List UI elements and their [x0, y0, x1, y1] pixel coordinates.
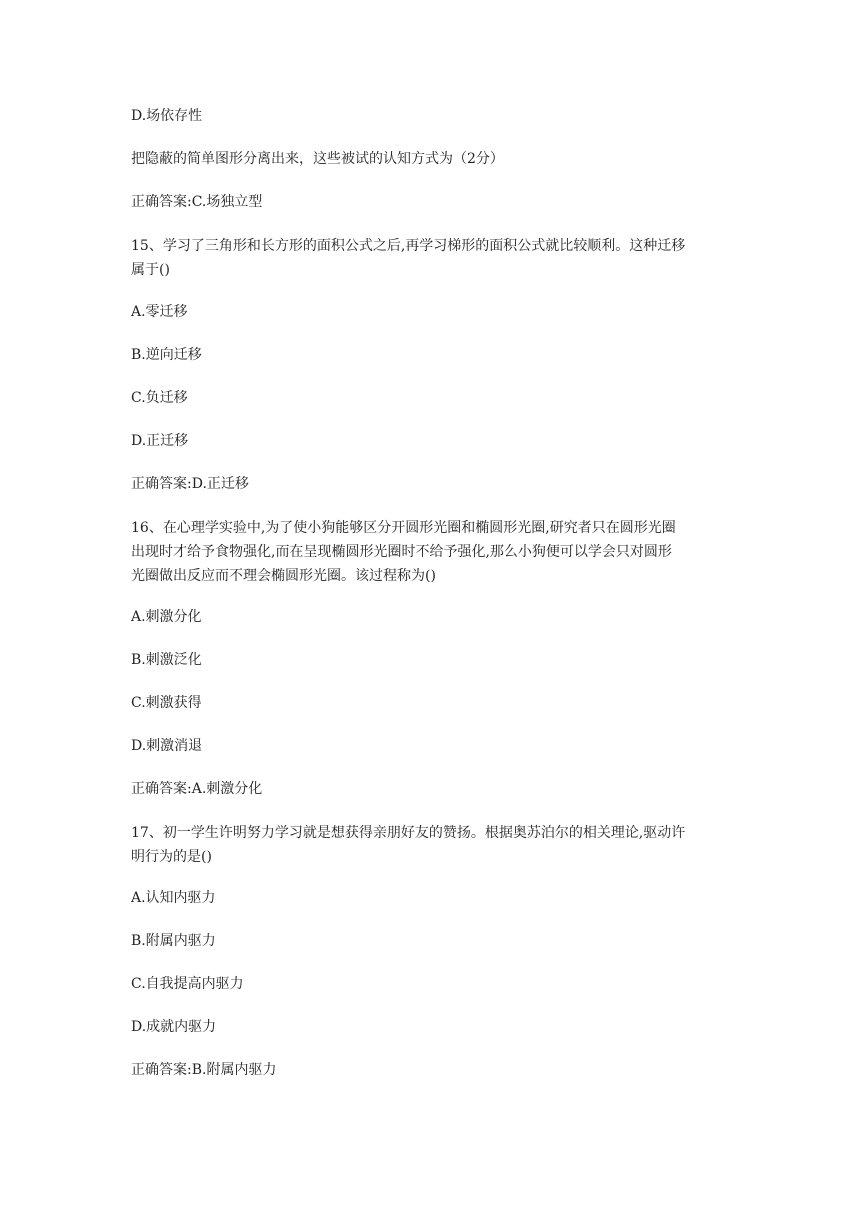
- option-c: C.自我提高内驱力: [131, 976, 244, 992]
- prev-note: 把隐蔽的简单图形分离出来，这些被试的认知方式为（2分）: [131, 151, 504, 167]
- option-d: D.刺激消退: [131, 738, 203, 754]
- correct-answer: 正确答案:B.附属内驱力: [131, 1062, 277, 1078]
- question-stem: 出现时才给予食物强化,而在呈现椭圆形光圈时不给予强化,那么小狗便可以学会只对圆形: [131, 544, 672, 560]
- question-stem: 明行为的是(): [131, 849, 212, 865]
- prev-answer: 正确答案:C.场独立型: [131, 194, 263, 210]
- option-c: C.刺激获得: [131, 695, 202, 711]
- option-a: A.认知内驱力: [131, 890, 216, 906]
- correct-answer: 正确答案:A.刺激分化: [131, 781, 263, 797]
- option-b: B.附属内驱力: [131, 933, 216, 949]
- question-stem: 17、初一学生许明努力学习就是想获得亲朋好友的赞扬。根据奥苏泊尔的相关理论,驱动许: [131, 825, 686, 841]
- option-d: D.正迁移: [131, 433, 189, 449]
- option-b: B.刺激泛化: [131, 652, 202, 668]
- prev-option-d: D.场依存性: [131, 108, 203, 124]
- option-c: C.负迁移: [131, 390, 188, 406]
- option-b: B.逆向迁移: [131, 347, 202, 363]
- question-stem: 光圈做出反应而不理会椭圆形光圈。该过程称为(): [131, 568, 436, 584]
- question-stem: 15、学习了三角形和长方形的面积公式之后,再学习梯形的面积公式就比较顺利。这种迁移: [131, 238, 686, 254]
- option-a: A.零迁移: [131, 304, 188, 320]
- option-a: A.刺激分化: [131, 609, 202, 625]
- question-stem: 16、在心理学实验中,为了使小狗能够区分开圆形光圈和椭圆形光圈,研究者只在圆形光圈: [131, 520, 676, 536]
- question-stem: 属于(): [131, 262, 170, 278]
- option-d: D.成就内驱力: [131, 1019, 217, 1035]
- correct-answer: 正确答案:D.正迁移: [131, 476, 249, 492]
